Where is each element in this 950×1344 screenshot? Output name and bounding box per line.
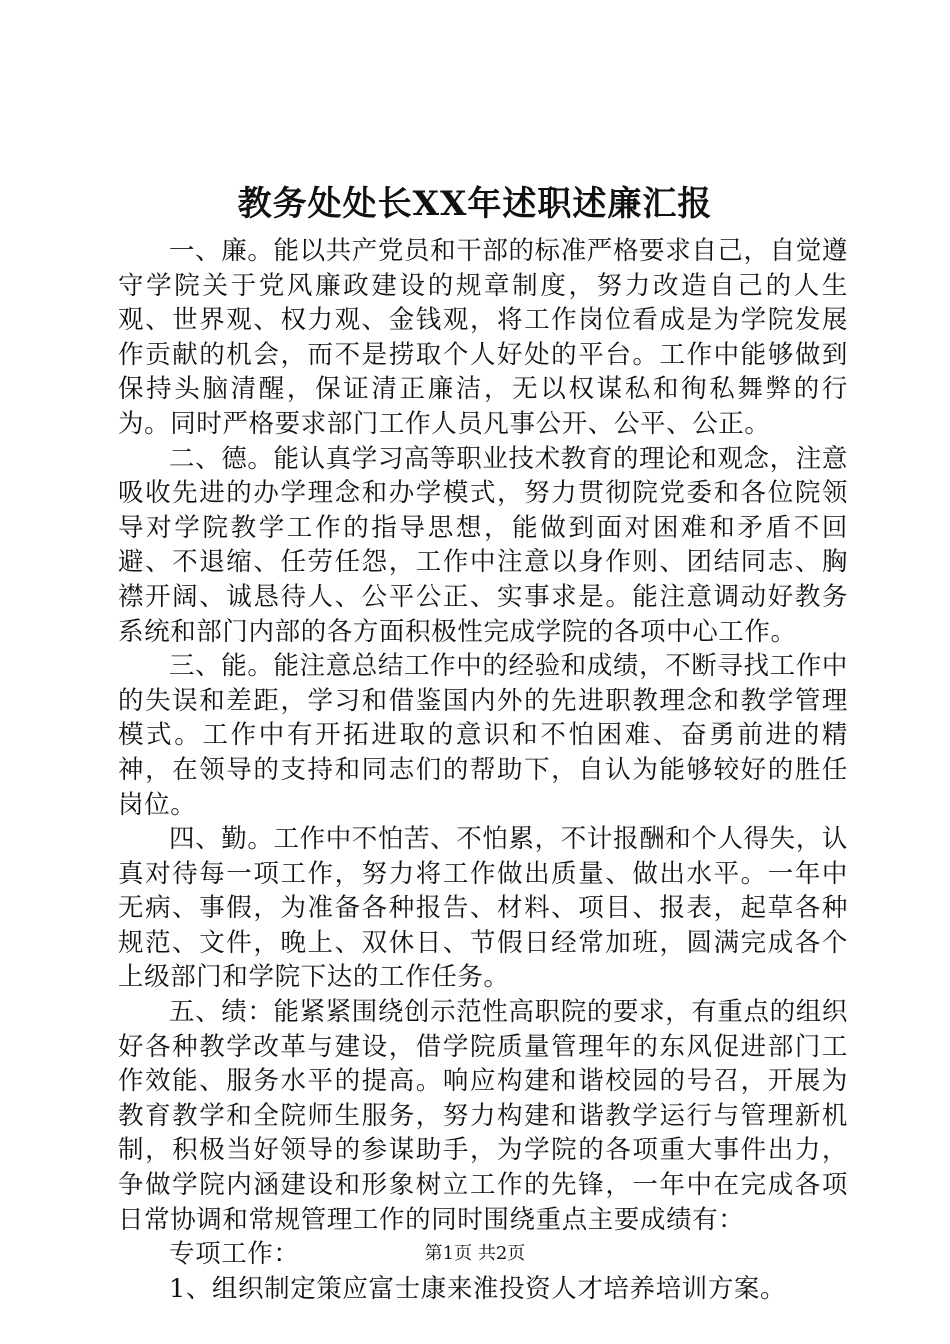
paragraph-special-work-heading: 专项工作： (169, 1239, 300, 1270)
document-body (118, 234, 848, 1306)
paragraph-qin: 四、勤。工作中不怕苦、不怕累，不计报酬和个人得失，认真对待每一项工作，努力将工作做出质量、做出水平。一年中无病、事假，为准备各种报告、材料、项目、报表，起草各种规范、文件，晚上、双休日、节假日经常加班，圆满完成各个上级部门和学院下达的工作任务。 (118, 824, 848, 993)
page-number-footer: 第1页 共2页 (424, 1243, 526, 1264)
paragraph-item-1: 1、组织制定策应富士康来淮投资人才培养培训方案。 (169, 1273, 787, 1304)
document-title: 教务处处长XX年述职述廉汇报 (237, 184, 713, 224)
paragraph-de: 二、德。能认真学习高等职业技术教育的理论和观念，注意吸收先进的办学理念和办学模式，努力贯彻院党委和各位院领导对学院教学工作的指导思想，能做到面对困难和矛盾不回避、不退缩、任劳任怨，工作中注意以身作则、团结同志、胸襟开阔、诚恳待人、公平公正、实事求是。能注意调动好教务系统和部门内部的各方面积极性完成学院的各项中心工作。 (118, 443, 848, 647)
paragraph-lian: 一、廉。能以共产党员和干部的标准严格要求自己，自觉遵守学院关于党风廉政建设的规章制度，努力改造自己的人生观、世界观、权力观、金钱观，将工作岗位看成是为学院发展作贡献的机会，而不是捞取个人好处的平台。工作中能够做到保持头脑清醒，保证清正廉洁，无以权谋私和徇私舞弊的行为。同时严格要求部门工作人员凡事公开、公平、公正。 (118, 236, 848, 439)
paragraph-neng: 三、能。能注意总结工作中的经验和成绩，不断寻找工作中的失误和差距，学习和借鉴国内外的先进职教理念和教学管理模式。工作中有开拓进取的意识和不怕困难、奋勇前进的精神，在领导的支持和同志们的帮助下，自认为能够较好的胜任岗位。 (118, 651, 848, 820)
paragraph-ji: 五、绩：能紧紧围绕创示范性高职院的要求，有重点的组织好各种教学改革与建设，借学院质量管理年的东风促进部门工作效能、服务水平的提高。响应构建和谐校园的号召，开展为教育教学和全院师生服务，努力构建和谐教学运行与管理新机制，积极当好领导的参谋助手，为学院的各项重大事件出力，争做学院内涵建设和形象树立工作的先锋，一年中在完成各项日常协调和常规管理工作的同时围绕重点主要成绩有： (118, 997, 848, 1235)
